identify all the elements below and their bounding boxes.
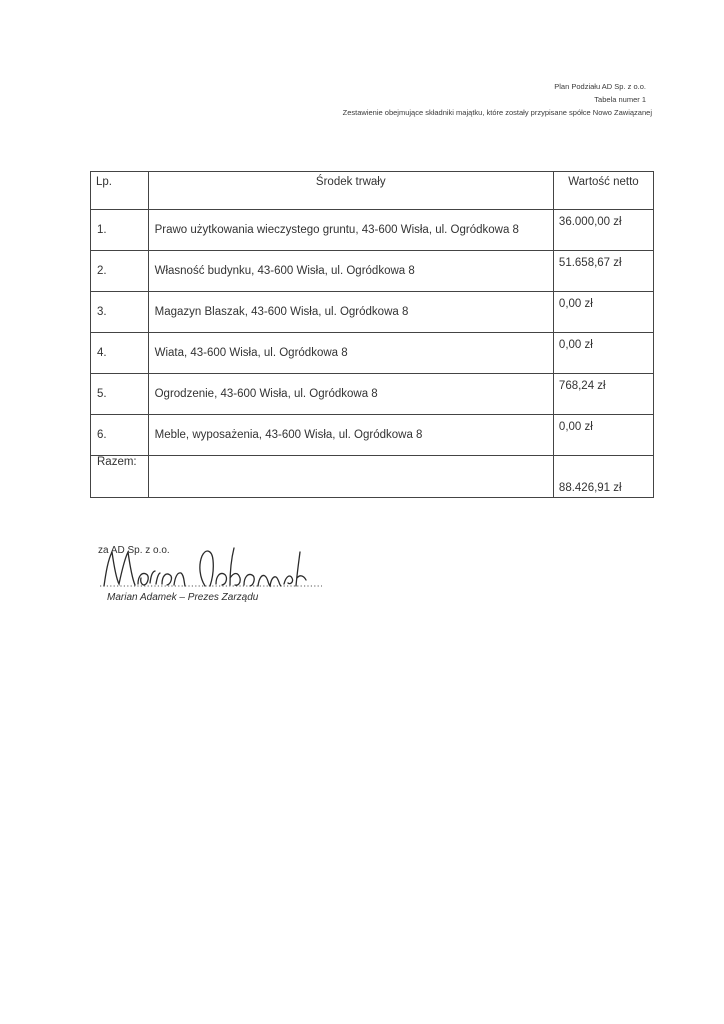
signature-company: za AD Sp. z o.o.: [98, 545, 170, 556]
total-label: Razem:: [91, 456, 149, 498]
row-net-value: 0,00 zł: [553, 292, 653, 333]
row-asset: Ogrodzenie, 43-600 Wisła, ul. Ogródkowa 8: [148, 374, 553, 415]
row-asset: Meble, wyposażenia, 43-600 Wisła, ul. Ogródkowa 8: [148, 415, 553, 456]
signatory-name-title: Marian Adamek – Prezes Zarządu: [107, 592, 259, 603]
table-row: [91, 415, 654, 456]
total-empty-cell: [148, 456, 553, 498]
plan-title: Plan Podziału AD Sp. z o.o.: [554, 82, 646, 91]
row-net-value: 36.000,00 zł: [553, 210, 653, 251]
row-lp: 3.: [91, 292, 149, 333]
total-row: [91, 456, 654, 498]
table-header-row: [91, 172, 654, 210]
row-net-value: 0,00 zł: [553, 333, 653, 374]
header-asset: Środek trwały: [148, 172, 553, 210]
assets-table: [90, 171, 654, 498]
table-row: [91, 251, 654, 292]
table-number: Tabela numer 1: [594, 95, 646, 104]
row-net-value: 0,00 zł: [553, 415, 653, 456]
table-row: [91, 333, 654, 374]
row-lp: 2.: [91, 251, 149, 292]
document-header: [342, 80, 652, 119]
table-row: [91, 292, 654, 333]
row-lp: 6.: [91, 415, 149, 456]
row-lp: 4.: [91, 333, 149, 374]
row-asset: Prawo użytkowania wieczystego gruntu, 43-600 Wisła, ul. Ogródkowa 8: [148, 210, 553, 251]
row-net-value: 51.658,67 zł: [553, 251, 653, 292]
header-lp: Lp.: [91, 172, 149, 210]
row-lp: 5.: [91, 374, 149, 415]
row-asset: Wiata, 43-600 Wisła, ul. Ogródkowa 8: [148, 333, 553, 374]
row-asset: Własność budynku, 43-600 Wisła, ul. Ogródkowa 8: [148, 251, 553, 292]
row-lp: 1.: [91, 210, 149, 251]
table-row: [91, 210, 654, 251]
table-row: [91, 374, 654, 415]
header-net-value: Wartość netto: [553, 172, 653, 210]
total-value: 88.426,91 zł: [553, 456, 653, 498]
row-asset: Magazyn Blaszak, 43-600 Wisła, ul. Ogródkowa 8: [148, 292, 553, 333]
row-net-value: 768,24 zł: [553, 374, 653, 415]
table-description: Zestawienie obejmujące składniki majątku, które zostały przypisane spółce Nowo Zawiązanej: [342, 108, 652, 117]
